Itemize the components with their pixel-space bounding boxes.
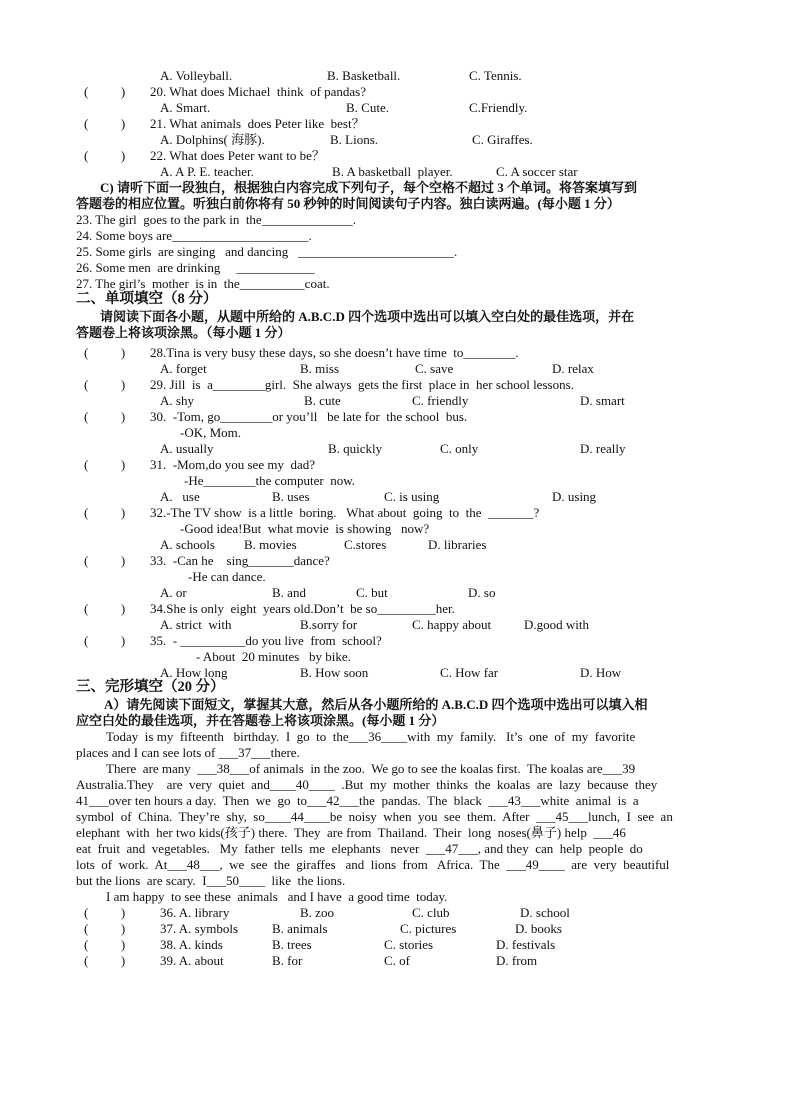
q35-stem: 35. - __________do you live from school?: [150, 633, 382, 648]
q35-option-b: B. How soon: [300, 665, 369, 680]
section-2-instructions-line2: 答题卷上将该项涂黑。（每小题 1 分）: [76, 325, 291, 340]
q22-option-a: A. A P. E. teacher.: [160, 164, 254, 179]
q38-answer-blank: ( ): [84, 937, 126, 952]
q33-option-b: B. and: [272, 585, 306, 600]
q32-option-b: B. movies: [244, 537, 297, 552]
q30-stem: 30. -Tom, go________or you’ll be late for the school bus.: [150, 409, 468, 424]
q31-option-d: D. using: [552, 489, 597, 504]
passage-line-3: There are many ___38___of animals in the zoo. We go to see the koalas first. The koalas are___39: [106, 761, 636, 776]
q38-option-c: C. stories: [384, 937, 434, 952]
section-2-title: 二、单项填空（8 分）: [76, 291, 218, 307]
sentence-24: 24. Some boys are_____________________.: [76, 228, 312, 243]
q22-option-c: C. A soccer star: [496, 164, 578, 179]
q29-answer-blank: ( ): [84, 377, 126, 392]
q32-option-c: C.stores: [344, 537, 387, 552]
q22-stem: 22. What does Peter want to be？: [150, 148, 325, 163]
q39-option-d: D. from: [496, 953, 538, 968]
q31-option-a: A. use: [160, 489, 200, 504]
q20-option-a: A. Smart.: [160, 100, 211, 115]
q39-option-b: B. for: [272, 953, 303, 968]
q39-answer-blank: ( ): [84, 953, 126, 968]
q33-stem-reply: -He can dance.: [188, 569, 266, 584]
q36-option-a: 36. A. library: [160, 905, 230, 920]
q31-stem-reply: -He________the computer now.: [184, 473, 356, 488]
q39-option-a: 39. A. about: [160, 953, 224, 968]
q20-answer-blank: ( ): [84, 84, 126, 99]
q35-answer-blank: ( ): [84, 633, 126, 648]
q36-answer-blank: ( ): [84, 905, 126, 920]
q31-option-c: C. is using: [384, 489, 440, 504]
passage-line-10: but the lions are scary. I___50____ like the lions.: [76, 873, 346, 888]
q33-option-d: D. so: [468, 585, 496, 600]
q33-option-c: C. but: [356, 585, 388, 600]
q34-option-d: D.good with: [524, 617, 589, 632]
passage-line-5: 41___over ten hours a day. Then we go to___42___the pandas. The black ___43___white animal is a: [76, 793, 639, 808]
passage-line-7: elephant with her two kids(孩子) there. They are from Thailand. Their long noses(鼻子) help ___46: [76, 825, 626, 840]
sentence-23: 23. The girl goes to the park in the______________.: [76, 212, 356, 227]
q28-option-c: C. save: [415, 361, 454, 376]
passage-line-6: symbol of China. They’re shy, so____44____be noisy when you see them. After ___45___lunch, I see an: [76, 809, 673, 824]
q21-option-a: A. Dolphins( 海豚).: [160, 132, 265, 147]
q31-answer-blank: ( ): [84, 457, 126, 472]
q28-option-a: A. forget: [160, 361, 207, 376]
q30-answer-blank: ( ): [84, 409, 126, 424]
q35-option-d: D. How: [580, 665, 622, 680]
q32-stem: 32.-The TV show is a little boring. What about going to the _______?: [150, 505, 540, 520]
q32-stem-reply: -Good idea!But what movie is showing now?: [180, 521, 430, 536]
passage-line-9: lots of work. At___48___, we see the giraffes and lions from Africa. The ___49____ are very beautiful: [76, 857, 670, 872]
q29-option-d: D. smart: [580, 393, 625, 408]
q28-stem: 28.Tina is very busy these days, so she doesn’t have time to________.: [150, 345, 519, 360]
q29-stem: 29. Jill is a________girl. She always gets the first place in her school lessons.: [150, 377, 574, 392]
q30-option-b: B. quickly: [328, 441, 383, 456]
q38-option-b: B. trees: [272, 937, 312, 952]
q37-answer-blank: ( ): [84, 921, 126, 936]
section-2-instructions-line1: 请阅读下面各小题，从题中所给的 A.B.C.D 四个选项中选出可以填入空白处的最佳选项，并在: [100, 309, 635, 324]
q21-option-c: C. Giraffes.: [472, 132, 533, 147]
q22-option-b: B. A basketball player.: [332, 164, 453, 179]
part-c-instructions-line1: C) 请听下面一段独白，根据独白内容完成下列句子，每个空格不超过 3 个单词。将答案填写到: [100, 180, 637, 195]
q20-stem: 20. What does Michael think of pandas?: [150, 84, 367, 99]
q31-stem: 31. -Mom,do you see my dad?: [150, 457, 316, 472]
q35-option-a: A. How long: [160, 665, 228, 680]
q21-stem: 21. What animals does Peter like best？: [150, 116, 365, 131]
q32-option-d: D. libraries: [428, 537, 487, 552]
q21-option-b: B. Lions.: [330, 132, 379, 147]
q29-option-c: C. friendly: [412, 393, 469, 408]
sentence-27: 27. The girl’s mother is in the__________coat.: [76, 276, 330, 291]
q37-option-b: B. animals: [272, 921, 328, 936]
q29-option-a: A. shy: [160, 393, 194, 408]
q37-option-d: D. books: [515, 921, 562, 936]
section-3-instructions-line2: 应空白处的最佳选项，并在答题卷上将该项涂黑。(每小题 1 分）: [76, 713, 445, 728]
q22-answer-blank: ( ): [84, 148, 126, 163]
q32-answer-blank: ( ): [84, 505, 126, 520]
passage-line-11: I am happy to see these animals and I have a good time today.: [106, 889, 448, 904]
q34-answer-blank: ( ): [84, 601, 126, 616]
q19-option-b: B. Basketball.: [327, 68, 401, 83]
q29-option-b: B. cute: [304, 393, 341, 408]
q20-option-c: C.Friendly.: [469, 100, 528, 115]
passage-line-1: Today is my fifteenth birthday. I go to the___36____with my family. It’s one of my favorite: [106, 729, 636, 744]
q30-stem-reply: -OK, Mom.: [180, 425, 242, 440]
q36-option-c: C. club: [412, 905, 450, 920]
q35-option-c: C. How far: [440, 665, 499, 680]
q37-option-a: 37. A. symbols: [160, 921, 239, 936]
q34-stem: 34.She is only eight years old.Don’t be so_________her.: [150, 601, 455, 616]
sentence-26: 26. Some men are drinking ____________: [76, 260, 315, 275]
section-3-title: 三、完形填空（20 分）: [76, 679, 225, 695]
q33-option-a: A. or: [160, 585, 187, 600]
q38-option-a: 38. A. kinds: [160, 937, 223, 952]
q33-stem: 33. -Can he sing_______dance?: [150, 553, 330, 568]
q34-option-b: B.sorry for: [300, 617, 358, 632]
q28-answer-blank: ( ): [84, 345, 126, 360]
q30-option-a: A. usually: [160, 441, 214, 456]
q30-option-c: C. only: [440, 441, 479, 456]
passage-line-2: places and I can see lots of ___37___there.: [76, 745, 300, 760]
q28-option-b: B. miss: [300, 361, 340, 376]
q36-option-b: B. zoo: [300, 905, 334, 920]
q37-option-c: C. pictures: [400, 921, 457, 936]
q30-option-d: D. really: [580, 441, 626, 456]
passage-line-8: eat fruit and vegetables. My father tells me elephants never ___47___, and they can help people do: [76, 841, 643, 856]
q35-stem-reply: - About 20 minutes by bike.: [196, 649, 351, 664]
q31-option-b: B. uses: [272, 489, 310, 504]
q34-option-c: C. happy about: [412, 617, 492, 632]
q33-answer-blank: ( ): [84, 553, 126, 568]
q21-answer-blank: ( ): [84, 116, 126, 131]
q38-option-d: D. festivals: [496, 937, 556, 952]
q19-option-a: A. Volleyball.: [160, 68, 233, 83]
passage-line-4: Australia.They are very quiet and____40____ .But my mother thinks the koalas are lazy because they: [76, 777, 658, 792]
q32-option-a: A. schools: [160, 537, 215, 552]
section-3-instructions-line1: A）请先阅读下面短文，掌握其大意，然后从各小题所给的 A.B.C.D 四个选项中选出可以填入相: [104, 697, 648, 712]
q28-option-d: D. relax: [552, 361, 594, 376]
sentence-25: 25. Some girls are singing and dancing ________________________.: [76, 244, 458, 259]
q39-option-c: C. of: [384, 953, 410, 968]
part-c-instructions-line2: 答题卷的相应位置。听独白前你将有 50 秒钟的时间阅读句子内容。独白读两遍。(每小题 1 分）: [76, 196, 620, 211]
q19-option-c: C. Tennis.: [469, 68, 522, 83]
q34-option-a: A. strict with: [160, 617, 232, 632]
q20-option-b: B. Cute.: [346, 100, 389, 115]
q36-option-d: D. school: [520, 905, 570, 920]
